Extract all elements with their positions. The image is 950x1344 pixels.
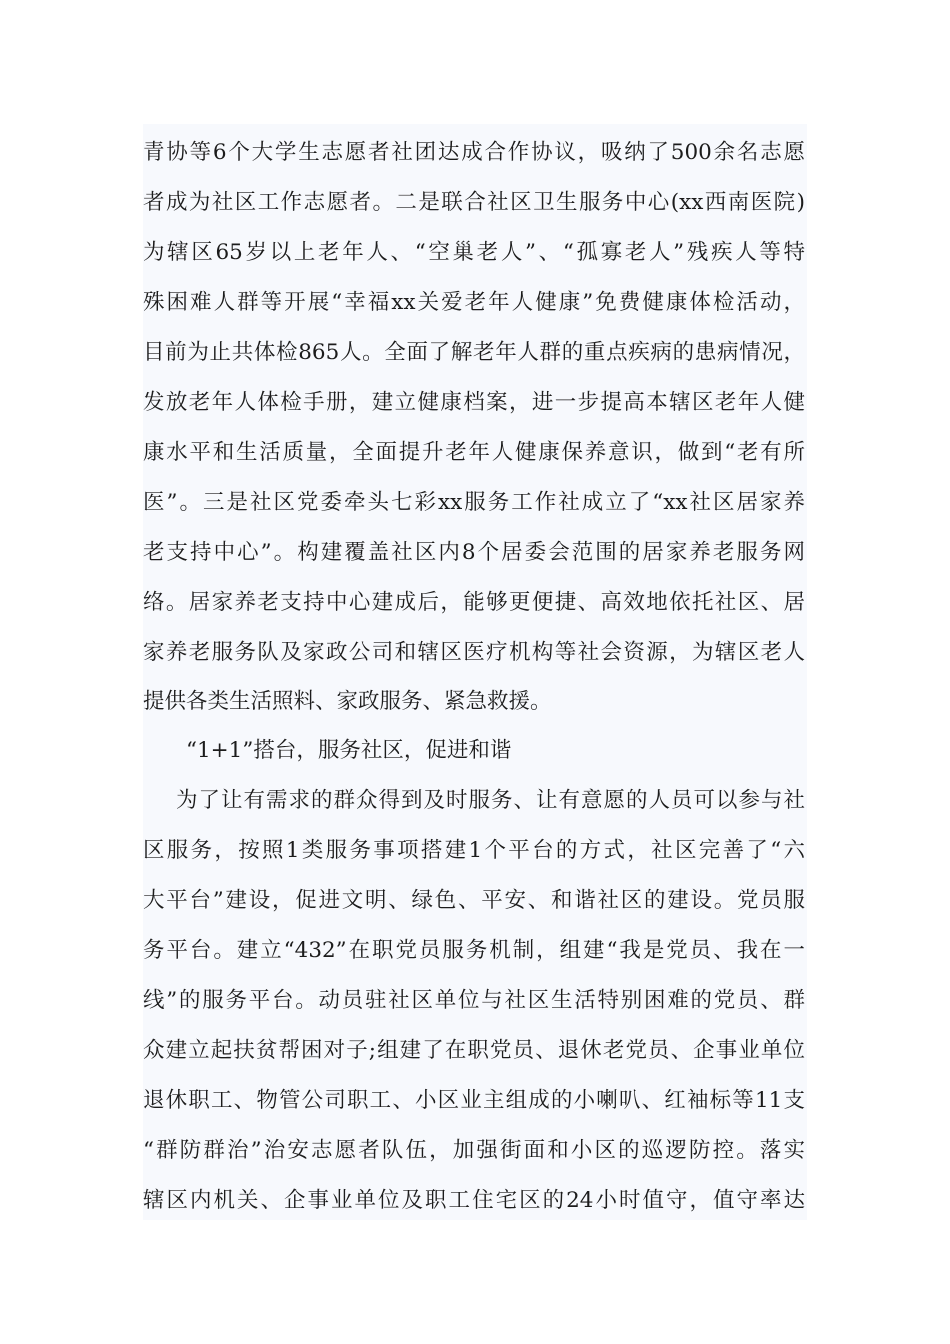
- paragraph-line-11: 家养老服务队及家政公司和辖区医疗机构等社会资源，为辖区老人: [143, 640, 805, 665]
- paragraph-line-1: 青协等6个大学生志愿者社团达成合作协议，吸纳了500余名志愿: [143, 140, 805, 165]
- paragraph-line-5: 目前为止共体检865人。全面了解老年人群的重点疾病的患病情况，: [143, 340, 805, 365]
- paragraph-line-15: 区服务，按照1类服务事项搭建1个平台的方式，社区完善了“六: [143, 838, 805, 863]
- paragraph-line-21: “群防群治”治安志愿者队伍，加强街面和小区的巡逻防控。落实: [143, 1138, 805, 1163]
- paragraph-line-20: 退休职工、物管公司职工、小区业主组成的小喇叭、红袖标等11支: [143, 1088, 805, 1113]
- paragraph-line-17: 务平台。建立“432”在职党员服务机制，组建“我是党员、我在一: [143, 938, 805, 963]
- paragraph-line-7: 康水平和生活质量，全面提升老年人健康保养意识，做到“老有所: [143, 440, 805, 465]
- paragraph-line-10: 络。居家养老支持中心建成后，能够更便捷、高效地依托社区、居: [143, 590, 805, 615]
- paragraph-line-22: 辖区内机关、企事业单位及职工住宅区的24小时值守，值守率达: [143, 1188, 805, 1213]
- paragraph-line-9: 老支持中心”。构建覆盖社区内8个居委会范围的居家养老服务网: [143, 540, 805, 565]
- paragraph-line-4: 殊困难人群等开展“幸福xx关爱老年人健康”免费健康体检活动，: [143, 290, 805, 315]
- paragraph-line-16: 大平台”建设，促进文明、绿色、平安、和谐社区的建设。党员服: [143, 888, 805, 913]
- paragraph-line-3: 为辖区65岁以上老年人、“空巢老人”、“孤寡老人”残疾人等特: [143, 240, 805, 265]
- paragraph-line-8: 医”。三是社区党委牵头七彩xx服务工作社成立了“xx社区居家养: [143, 490, 805, 515]
- paragraph-line-18: 线”的服务平台。动员驻社区单位与社区生活特别困难的党员、群: [143, 988, 805, 1013]
- paragraph-line-19: 众建立起扶贫帮困对子;组建了在职党员、退休老党员、企事业单位: [143, 1038, 805, 1063]
- section-heading: “1+1”搭台，服务社区，促进和谐: [186, 738, 512, 763]
- paragraph-line-2: 者成为社区工作志愿者。二是联合社区卫生服务中心(xx西南医院): [143, 190, 805, 215]
- paragraph-line-6: 发放老年人体检手册，建立健康档案，进一步提高本辖区老年人健: [143, 390, 805, 415]
- paragraph-line-12: 提供各类生活照料、家政服务、紧急救援。: [143, 689, 552, 714]
- paragraph-line-14: 为了让有需求的群众得到及时服务、让有意愿的人员可以参与社: [176, 788, 805, 813]
